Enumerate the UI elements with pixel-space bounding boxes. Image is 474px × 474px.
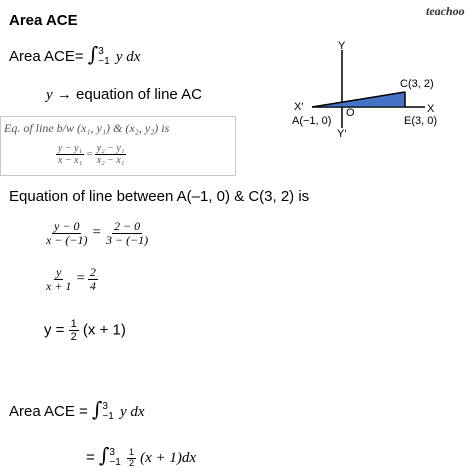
area-label-2: Area ACE = bbox=[9, 403, 88, 420]
point-a-label: A(−1, 0) bbox=[292, 115, 332, 127]
integral-sign-2: ∫ bbox=[91, 397, 103, 421]
eq1-rhs-num: 2 − 0 bbox=[114, 219, 141, 233]
note-lhs-den: x − x₁ bbox=[58, 155, 83, 166]
area-integral-line-3 bbox=[86, 443, 196, 468]
eq1-lhs-den: x − (−1) bbox=[46, 233, 88, 248]
integral-sign-3: ∫ bbox=[98, 443, 110, 467]
eq3-suffix: (x + 1) bbox=[82, 321, 126, 339]
integral-limits bbox=[98, 47, 109, 67]
note-rhs-num: y₂ − y₁ bbox=[96, 143, 125, 154]
eq3-prefix: y = bbox=[44, 321, 65, 339]
coordinate-graph bbox=[290, 40, 474, 140]
y-var: y bbox=[46, 87, 53, 103]
eq3-num: 1 bbox=[70, 318, 77, 330]
point-c-label: C(3, 2) bbox=[400, 78, 434, 90]
lower-limit-3: −1 bbox=[109, 457, 121, 469]
upper-limit-2: 3 bbox=[102, 401, 108, 413]
eq2-lhs-num: y bbox=[56, 265, 62, 279]
area3-den: 2 bbox=[128, 457, 134, 468]
note-heading: Eq. of line b/w (x₁, y₁) & (x₂, y₂) is bbox=[4, 121, 170, 135]
note-rhs-den: x₂ − x₁ bbox=[96, 155, 125, 166]
eq2-rhs-den: 4 bbox=[89, 279, 96, 294]
origin-label: O bbox=[346, 107, 355, 119]
lower-limit-2: −1 bbox=[102, 411, 114, 423]
x-neg-axis-label: X′ bbox=[294, 101, 304, 113]
x-axis-label: X bbox=[427, 103, 435, 115]
integrand: y dx bbox=[115, 49, 141, 65]
eq2-lhs-den: x + 1 bbox=[46, 279, 72, 294]
y-axis-label: Y bbox=[338, 40, 346, 52]
area-integral-line-2 bbox=[9, 397, 145, 422]
upper-limit: 3 bbox=[98, 46, 104, 58]
area-label: Area ACE= bbox=[9, 48, 84, 65]
arrow-icon: → bbox=[56, 86, 72, 103]
upper-limit-3: 3 bbox=[109, 447, 115, 459]
integral-limits-2 bbox=[102, 402, 113, 422]
equation-step-1: $\frac{y - 0}{x - (-1)}$ = $\frac{2 - 0}{3 - (-1)}$ bbox=[46, 219, 149, 248]
eq2-rhs-num: 2 bbox=[89, 265, 96, 279]
area3-num: 1 bbox=[128, 446, 134, 457]
area-integral-line bbox=[9, 42, 140, 67]
equation-step-3 bbox=[44, 318, 126, 343]
note-lhs-num: y − y₁ bbox=[58, 143, 83, 154]
y-neg-axis-label: Y′ bbox=[337, 128, 347, 140]
y-equation-line bbox=[46, 86, 202, 104]
equation-text: equation of line AC bbox=[76, 86, 202, 103]
page-title: Area ACE bbox=[9, 12, 78, 29]
equals-sign: = bbox=[86, 449, 95, 466]
eq1-rhs-den: 3 − (−1) bbox=[105, 233, 149, 248]
point-e-label: E(3, 0) bbox=[404, 115, 438, 127]
equation-intro: Equation of line between A(–1, 0) & C(3, 2) is bbox=[9, 188, 310, 205]
integrand-2: y dx bbox=[119, 404, 145, 420]
integral-limits-3 bbox=[109, 448, 120, 468]
integrand-3: (x + 1)dx bbox=[140, 450, 197, 466]
eq3-den: 2 bbox=[70, 331, 77, 344]
integral-sign: ∫ bbox=[87, 42, 99, 66]
equation-step-2: $\frac{y}{x + 1}$ = $\frac{2}{4}$ bbox=[46, 265, 96, 294]
note-formula: $\frac{\text{y − y₁}}{\text{x − x₁}}$ = $\frac{\text{y₂ − y₁}}{\text{x₂ − x₁}}$ bbox=[58, 143, 125, 166]
lower-limit: −1 bbox=[98, 56, 110, 68]
watermark-logo: teachoo bbox=[426, 4, 465, 18]
eq1-lhs-num: y − 0 bbox=[54, 219, 80, 233]
